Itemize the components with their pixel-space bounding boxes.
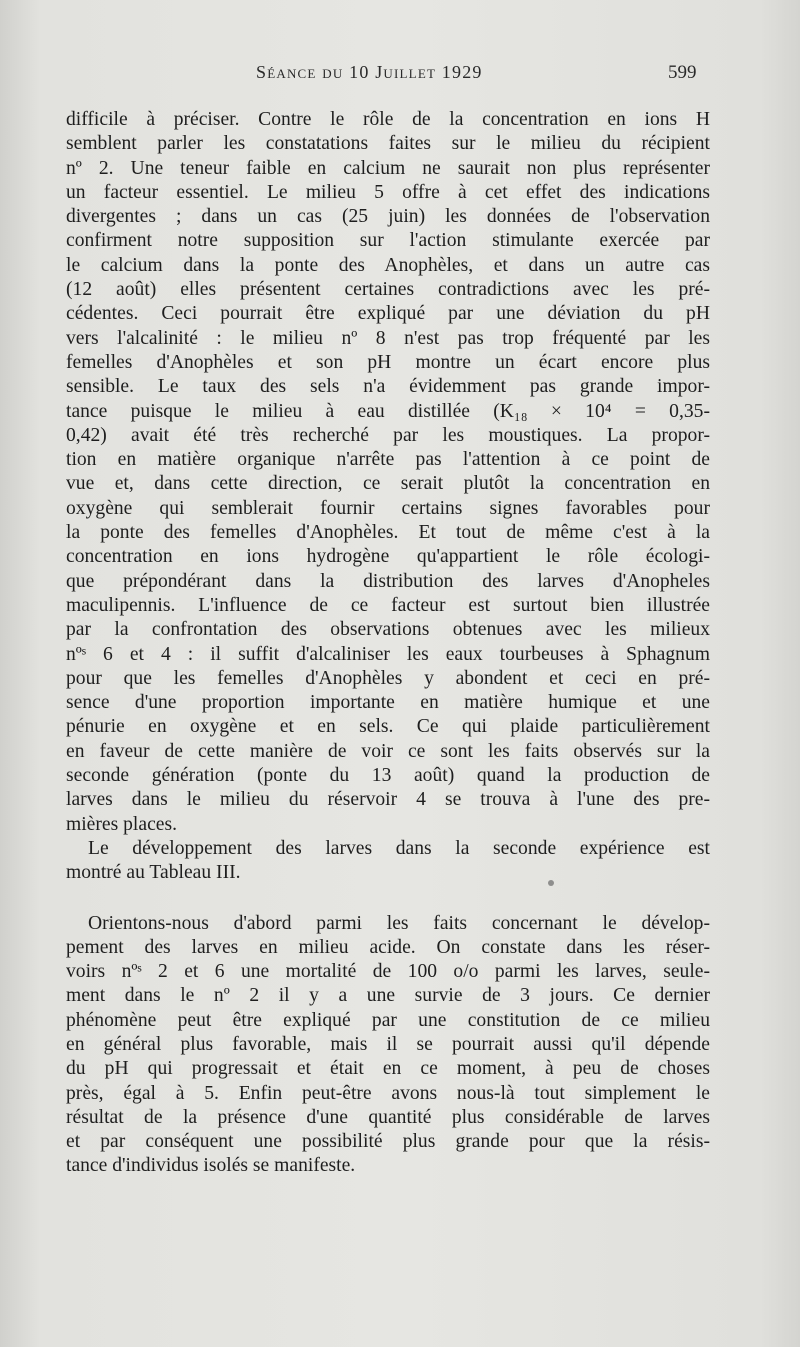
- text-line: près, égal à 5. Enfin peut-être avons nous-là tout simplement le: [66, 1082, 710, 1104]
- page-number: 599: [668, 62, 697, 83]
- paragraph-3: [66, 912, 710, 1179]
- text-line: confirment notre supposition sur l'action stimulante exercée par: [66, 230, 710, 252]
- text-line: difficile à préciser. Contre le rôle de la concentration en ions H: [66, 109, 710, 130]
- text-line: maculipennis. L'influence de ce facteur est surtout bien illustrée: [66, 594, 710, 616]
- text-line: cédentes. Ceci pourrait être expliqué par une déviation du pH: [66, 303, 710, 325]
- text-line: et par conséquent une possibilité plus grande pour que la résis-: [66, 1131, 710, 1153]
- section-gap: [66, 886, 710, 912]
- text-line: montré au Tableau III.: [66, 862, 241, 884]
- text-line: seconde génération (ponte du 13 août) quand la production de: [66, 765, 710, 787]
- text-line: pement des larves en milieu acide. On constate dans les réser-: [66, 936, 710, 958]
- text-line: 0,42) avait été très recherché par les moustiques. La propor-: [66, 424, 710, 446]
- text-line: en général plus favorable, mais il se pourrait aussi qu'il dépende: [66, 1033, 710, 1055]
- text-line: sence d'une proportion importante en matière humique et une: [66, 692, 710, 714]
- running-head: Séance du 10 Juillet 1929: [256, 62, 483, 82]
- text-line: nºˢ 6 et 4 : il suffit d'alcaliniser les eaux tourbeuses à Sphagnum: [66, 643, 710, 665]
- text-line: oxygène qui semblerait fournir certains signes favorables pour: [66, 497, 710, 519]
- text-line: pour que les femelles d'Anophèles y abondent et ceci en pré-: [66, 667, 710, 689]
- text-line: que prépondérant dans la distribution des larves d'Anopheles: [66, 570, 710, 592]
- text-line: semblent parler les constatations faites sur le milieu du récipient: [66, 133, 710, 155]
- text-line: Le développement des larves dans la seconde expérience est: [88, 837, 710, 859]
- text-line: pénurie en oxygène et en sels. Ce qui plaide particulièrement: [66, 716, 710, 738]
- text-line: (12 août) elles présentent certaines contradictions avec les pré-: [66, 279, 710, 301]
- text-line: vers l'alcalinité : le milieu nº 8 n'est pas trop fréquenté par les: [66, 327, 710, 349]
- text-line: par la confrontation des observations obtenues avec les milieux: [66, 619, 710, 641]
- text-line: le calcium dans la ponte des Anophèles, et dans un autre cas: [66, 254, 710, 276]
- text-line: tion en matière organique n'arrête pas l'attention à ce point de: [66, 449, 710, 471]
- text-line: voirs nºˢ 2 et 6 une mortalité de 100 o/o parmi les larves, seule-: [66, 961, 710, 983]
- text-line: résultat de la présence d'une quantité plus considérable de larves: [66, 1106, 710, 1128]
- text-line: mières places.: [66, 813, 177, 835]
- text-line: nº 2. Une teneur faible en calcium ne saurait non plus représenter: [66, 157, 710, 179]
- paragraph-1: [66, 108, 710, 837]
- ink-spot: [548, 880, 554, 886]
- text-line: concentration en ions hydrogène qu'appartient le rôle écologi-: [66, 546, 710, 568]
- text-line: phénomène peut être expliqué par une constitution de ce milieu: [66, 1009, 710, 1031]
- text-line: du pH qui progressait et était en ce moment, à peu de choses: [66, 1058, 710, 1080]
- text-line: en faveur de cette manière de voir ce sont les faits observés sur la: [66, 740, 710, 762]
- text-line: Orientons-nous d'abord parmi les faits concernant le dévelop-: [88, 912, 710, 934]
- text-line: vue et, dans cette direction, ce serait plutôt la concentration en: [66, 473, 710, 495]
- text-line: sensible. Le taux des sels n'a évidemment pas grande impor-: [66, 376, 710, 398]
- text-line: la ponte des femelles d'Anophèles. Et tout de même c'est à la: [66, 522, 710, 544]
- text-line: tance d'individus isolés se manifeste.: [66, 1155, 356, 1177]
- paragraph-2: [66, 837, 710, 886]
- text-line: larves dans le milieu du réservoir 4 se trouva à l'une des pre-: [66, 789, 710, 811]
- page-header: [0, 62, 800, 86]
- text-line: femelles d'Anophèles et son pH montre un écart encore plus: [66, 351, 710, 373]
- text-line: divergentes ; dans un cas (25 juin) les données de l'observation: [66, 206, 710, 228]
- text-line: ment dans le nº 2 il y a une survie de 3 jours. Ce dernier: [66, 985, 710, 1007]
- text-line: un facteur essentiel. Le milieu 5 offre à cet effet des indications: [66, 181, 710, 203]
- text-line: tance puisque le milieu à eau distillée (K₁₈ × 10⁴ = 0,35-: [66, 400, 710, 422]
- body-text: [66, 108, 710, 1179]
